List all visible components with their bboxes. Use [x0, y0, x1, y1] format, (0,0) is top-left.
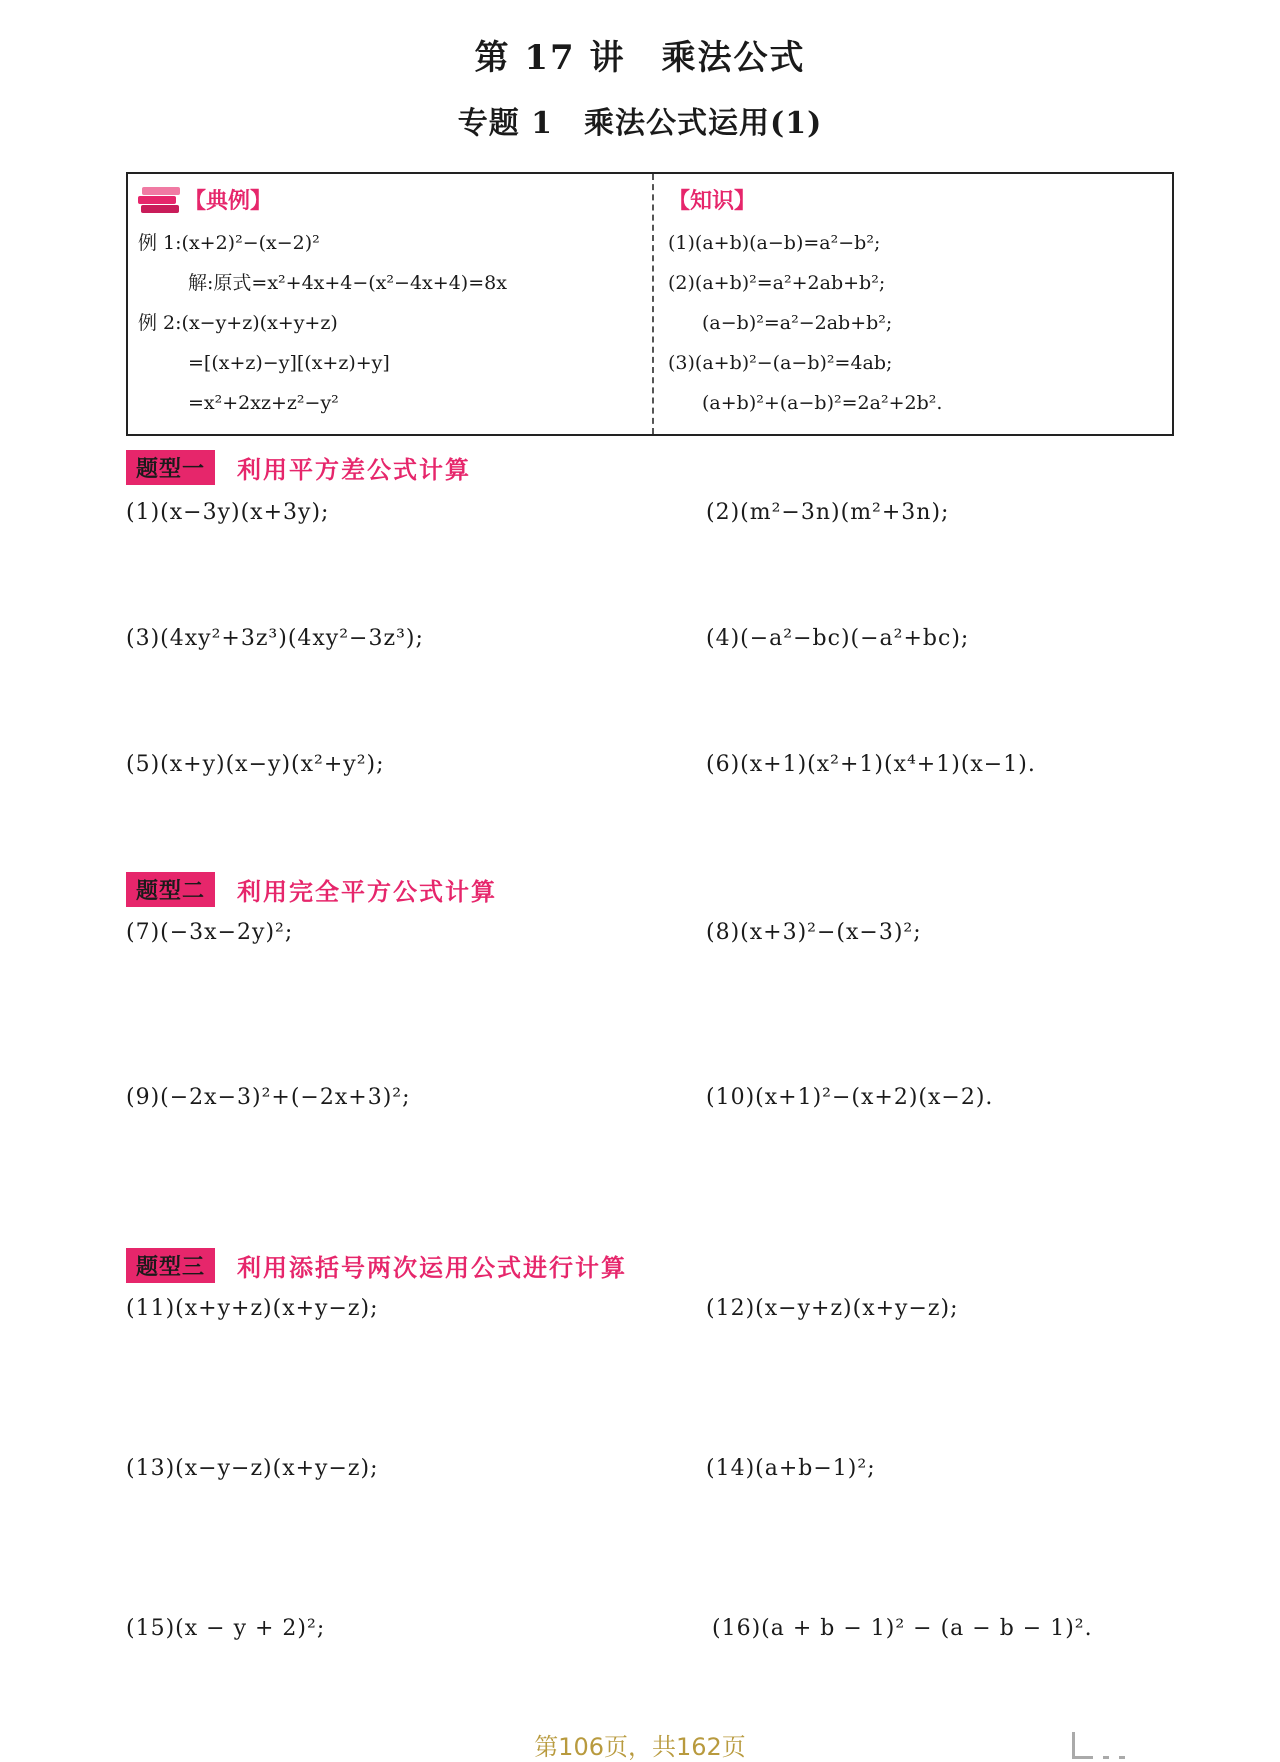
knowledge-line: (1)(a+b)(a−b)=a²−b²; — [668, 232, 881, 254]
problem-item: (4)(−a²−bc)(−a²+bc); — [706, 626, 970, 651]
example-line: =x²+2xz+z²−y² — [188, 392, 339, 414]
watermark-mark — [1072, 1732, 1125, 1759]
book-stack-icon — [138, 185, 178, 215]
section-title: 利用完全平方公式计算 — [237, 878, 498, 906]
problem-item: (3)(4xy²+3z³)(4xy²−3z³); — [126, 626, 424, 651]
page-indicator: 第106页，共162页 — [534, 1733, 746, 1761]
section-header — [126, 872, 497, 907]
problem-item: (15)(x − y + 2)²; — [126, 1616, 326, 1641]
examples-tag-label: 【典例】 — [184, 189, 273, 214]
knowledge-column — [668, 184, 1168, 423]
knowledge-tag: 【知识】 — [668, 189, 757, 214]
problem-item: (1)(x−3y)(x+3y); — [126, 500, 330, 525]
examples-tag — [138, 184, 638, 215]
problem-item: (9)(−2x−3)²+(−2x+3)²; — [126, 1085, 411, 1110]
section-badge: 题型一 — [126, 450, 215, 485]
problem-item: (11)(x+y+z)(x+y−z); — [126, 1296, 379, 1321]
example-line: 例 1:(x+2)²−(x−2)² — [138, 232, 320, 254]
knowledge-line: (a−b)²=a²−2ab+b²; — [702, 312, 893, 334]
page-subtitle: 专题 1 乘法公式运用(1) — [457, 106, 823, 141]
problem-item: (10)(x+1)²−(x+2)(x−2). — [706, 1085, 994, 1110]
knowledge-line: (a+b)²+(a−b)²=2a²+2b². — [702, 392, 943, 414]
problem-item: (2)(m²−3n)(m²+3n); — [706, 500, 950, 525]
knowledge-line: (2)(a+b)²=a²+2ab+b²; — [668, 272, 886, 294]
example-knowledge-box — [126, 172, 1174, 436]
section-title: 利用平方差公式计算 — [237, 456, 472, 484]
problem-item: (12)(x−y+z)(x+y−z); — [706, 1296, 959, 1321]
problem-item: (14)(a+b−1)²; — [706, 1456, 876, 1481]
example-line: =[(x+z)−y][(x+z)+y] — [188, 352, 390, 374]
page-title: 第 17 讲 乘法公式 — [474, 38, 806, 78]
problem-item: (16)(a + b − 1)² − (a − b − 1)². — [712, 1616, 1093, 1641]
knowledge-line: (3)(a+b)²−(a−b)²=4ab; — [668, 352, 893, 374]
problem-item: (5)(x+y)(x−y)(x²+y²); — [126, 752, 385, 777]
problem-item: (13)(x−y−z)(x+y−z); — [126, 1456, 379, 1481]
problem-item: (7)(−3x−2y)²; — [126, 920, 294, 945]
examples-column — [138, 184, 638, 423]
problem-item: (6)(x+1)(x²+1)(x⁴+1)(x−1). — [706, 752, 1036, 777]
example-line: 例 2:(x−y+z)(x+y+z) — [138, 312, 338, 334]
section-badge: 题型三 — [126, 1248, 215, 1283]
section-header — [126, 450, 471, 485]
section-badge: 题型二 — [126, 872, 215, 907]
problem-item: (8)(x+3)²−(x−3)²; — [706, 920, 922, 945]
section-title: 利用添括号两次运用公式进行计算 — [237, 1254, 628, 1282]
box-divider — [652, 174, 654, 434]
section-header — [126, 1248, 627, 1283]
example-line: 解:原式=x²+4x+4−(x²−4x+4)=8x — [188, 272, 507, 294]
